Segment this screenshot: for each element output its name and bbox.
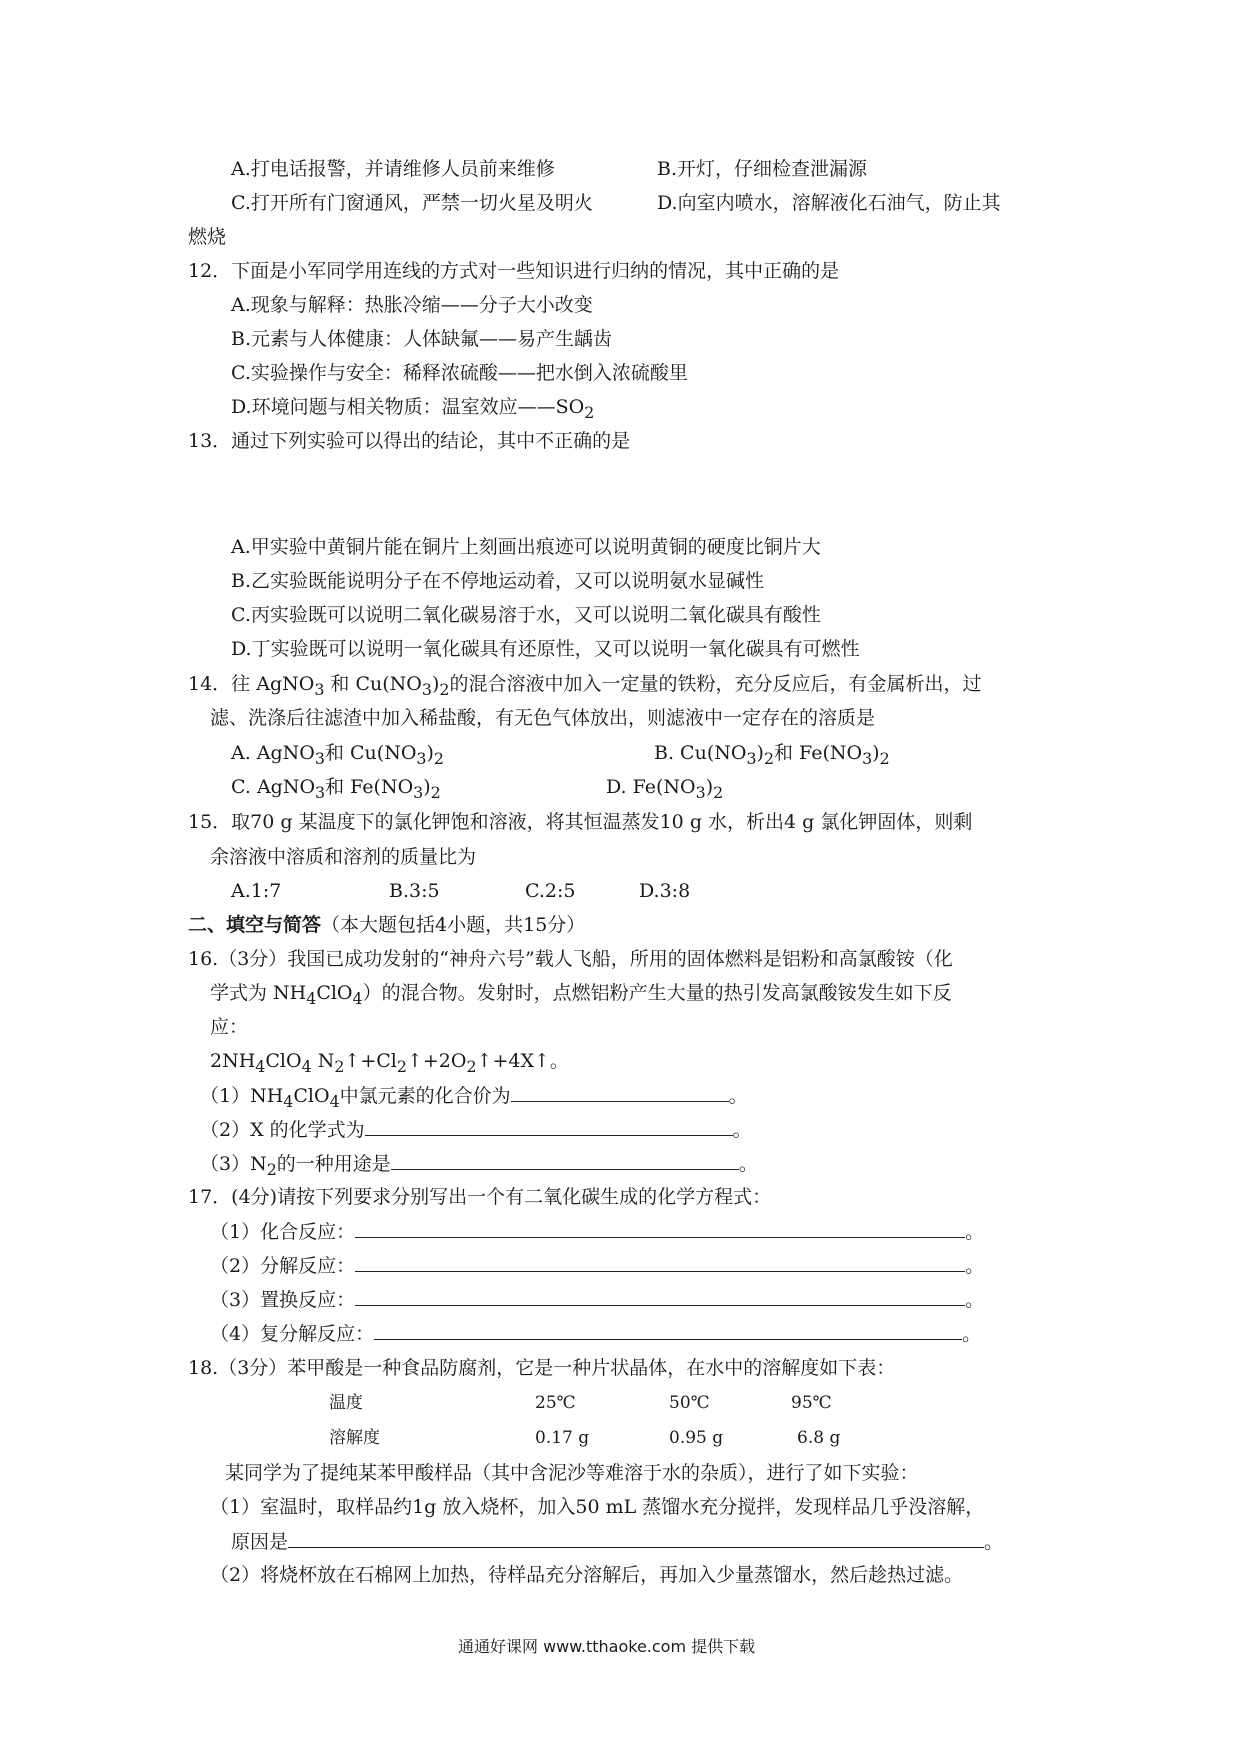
answer-blank[interactable] [288, 1529, 984, 1548]
q13-option-c: C.丙实验既可以说明二氧化碳易溶于水，又可以说明二氧化碳具有酸性 [231, 604, 821, 626]
q14-stem-line1: 14．往 AgNO$_3$ 和 $Cu(NO_3)_2$的混合溶液中加入一定量的铁粉，充分反应后，有金属析出，过 [188, 673, 982, 699]
q11-option-a: A.打电话报警，并请维修人员前来维修 [231, 158, 555, 180]
q15-option-c: C.2:5 [525, 880, 576, 902]
q18-paragraph: 某同学为了提纯某苯甲酸样品（其中含泥沙等难溶于水的杂质），进行了如下实验： [225, 1462, 919, 1484]
q14-option-a: A. AgNO$_3$和 $Cu(NO_3)_2$ [231, 742, 444, 768]
table-cell: 0.17 g [535, 1428, 590, 1448]
q13-option-d: D.丁实验既可以说明一氧化碳具有还原性，又可以说明一氧化碳具有可燃性 [231, 638, 860, 660]
q15-stem-line1: 15．取70 g 某温度下的氯化钾饱和溶液，将其恒温蒸发10 g 水，析出4 g 氯化钾固体，则剩 [188, 811, 973, 833]
q12-option-b: B.元素与人体健康：人体缺氟——易产生龋齿 [231, 328, 613, 350]
q16-stem-line1: 16.（3分）我国已成功发射的“神舟六号”载人飞船，所用的固体燃料是铝粉和高氯酸铵（化 [188, 948, 953, 970]
q18-stem: 18.（3分）苯甲酸是一种食品防腐剂，它是一种片状晶体，在水中的溶解度如下表： [188, 1357, 896, 1379]
q12-option-d: D.环境问题与相关物质：温室效应$——SO_2$ [231, 396, 595, 422]
q14-stem-line2: 滤、洗涤后往滤渣中加入稀盐酸，有无色气体放出，则滤液中一定存在的溶质是 [210, 707, 876, 729]
q18-sub2: （2）将烧杯放在石棉网上加热，待样品充分溶解后，再加入少量蒸馏水，然后趁热过滤。 [210, 1564, 964, 1586]
q16-sub2: （2）X 的化学式为 。 [200, 1119, 752, 1141]
q16-equation: $2NH_4ClO_4$ $N_2↑+Cl_2↑+2O_2↑+4X↑$。 [210, 1050, 569, 1076]
table-cell: 溶解度 [329, 1428, 380, 1448]
q11-option-c: C.打开所有门窗通风，严禁一切火星及明火 [231, 192, 593, 214]
q12-option-c: C.实验操作与安全：稀释浓硫酸——把水倒入浓硫酸里 [231, 362, 688, 384]
answer-blank[interactable] [355, 1287, 965, 1306]
table-cell: 50℃ [669, 1393, 710, 1413]
section-heading [188, 913, 585, 937]
q18-sub1-line2: 原因是 。 [231, 1531, 1004, 1553]
q16-sub1: $(1)NH_4ClO_4$中氯元素的化合价为 。 [200, 1085, 748, 1111]
page-footer: 通通好课网 www.tthaoke.com 提供下载 [458, 1637, 756, 1656]
q16-stem-line3: 应： [210, 1016, 249, 1038]
q15-option-d: D.3:8 [639, 880, 691, 902]
q11-option-b: B.开灯，仔细检查泄漏源 [657, 158, 868, 180]
q17-sub2: （2）分解反应： 。 [210, 1255, 985, 1277]
table-cell: 温度 [329, 1393, 363, 1413]
table-cell: 0.95 g [669, 1428, 724, 1448]
table-cell: 95℃ [791, 1393, 832, 1413]
q11-option-d: D.向室内喷水，溶解液化石油气，防止其 [657, 192, 1001, 214]
q15-option-a: A.1:7 [231, 880, 282, 902]
q17-sub3: （3）置换反应： 。 [210, 1289, 985, 1311]
answer-blank[interactable] [365, 1117, 733, 1136]
q11-option-d-continued: 燃烧 [188, 226, 227, 248]
q16-sub3: $(3)N_2$的一种用途是 。 [200, 1153, 758, 1179]
q13-stem: 13．通过下列实验可以得出的结论，其中不正确的是 [188, 430, 631, 452]
answer-blank[interactable] [374, 1321, 962, 1340]
section-title: 二、填空与简答 [188, 914, 322, 936]
q12-option-a: A.现象与解释：热胀冷缩——分子大小改变 [231, 294, 593, 316]
answer-blank[interactable] [355, 1219, 965, 1238]
answer-blank[interactable] [355, 1253, 965, 1272]
answer-blank[interactable] [391, 1151, 739, 1170]
q14-option-d: D. $Fe(NO_3)_2$ [606, 776, 724, 802]
q17-stem: 17．(4分)请按下列要求分别写出一个有二氧化碳生成的化学方程式： [188, 1186, 772, 1208]
q18-sub1-line1: （1）室温时，取样品约1g 放入烧杯，加入50 mL 蒸馏水充分搅拌，发现样品几乎没溶解， [210, 1496, 985, 1518]
table-cell: 25℃ [535, 1393, 576, 1413]
table-cell: 6.8 g [797, 1428, 841, 1448]
answer-blank[interactable] [511, 1083, 729, 1102]
q17-sub4: （4）复分解反应： 。 [210, 1323, 982, 1345]
q17-sub1: （1）化合反应： 。 [210, 1221, 985, 1243]
q15-stem-line2: 余溶液中溶质和溶剂的质量比为 [210, 846, 477, 868]
q16-stem-line2: 学式为 $NH_4ClO_4$）的混合物。发射时，点燃铝粉产生大量的热引发高氯酸铵发生如下反 [210, 982, 952, 1008]
q14-option-b: B. $Cu(NO_3)_2$和 $Fe(NO_3)_2$ [654, 742, 890, 768]
section-note: （本大题包括4小题，共15分） [321, 914, 586, 936]
q12-stem: 12．下面是小军同学用连线的方式对一些知识进行归纳的情况，其中正确的是 [188, 260, 840, 282]
q14-option-c: C. AgNO$_3$和 $Fe(NO_3)_2$ [231, 776, 441, 802]
q13-option-a: A.甲实验中黄铜片能在铜片上刻画出痕迹可以说明黄铜的硬度比铜片大 [231, 536, 821, 558]
q13-option-b: B.乙实验既能说明分子在不停地运动着，又可以说明氨水显碱性 [231, 570, 765, 592]
q15-option-b: B.3:5 [389, 880, 440, 902]
